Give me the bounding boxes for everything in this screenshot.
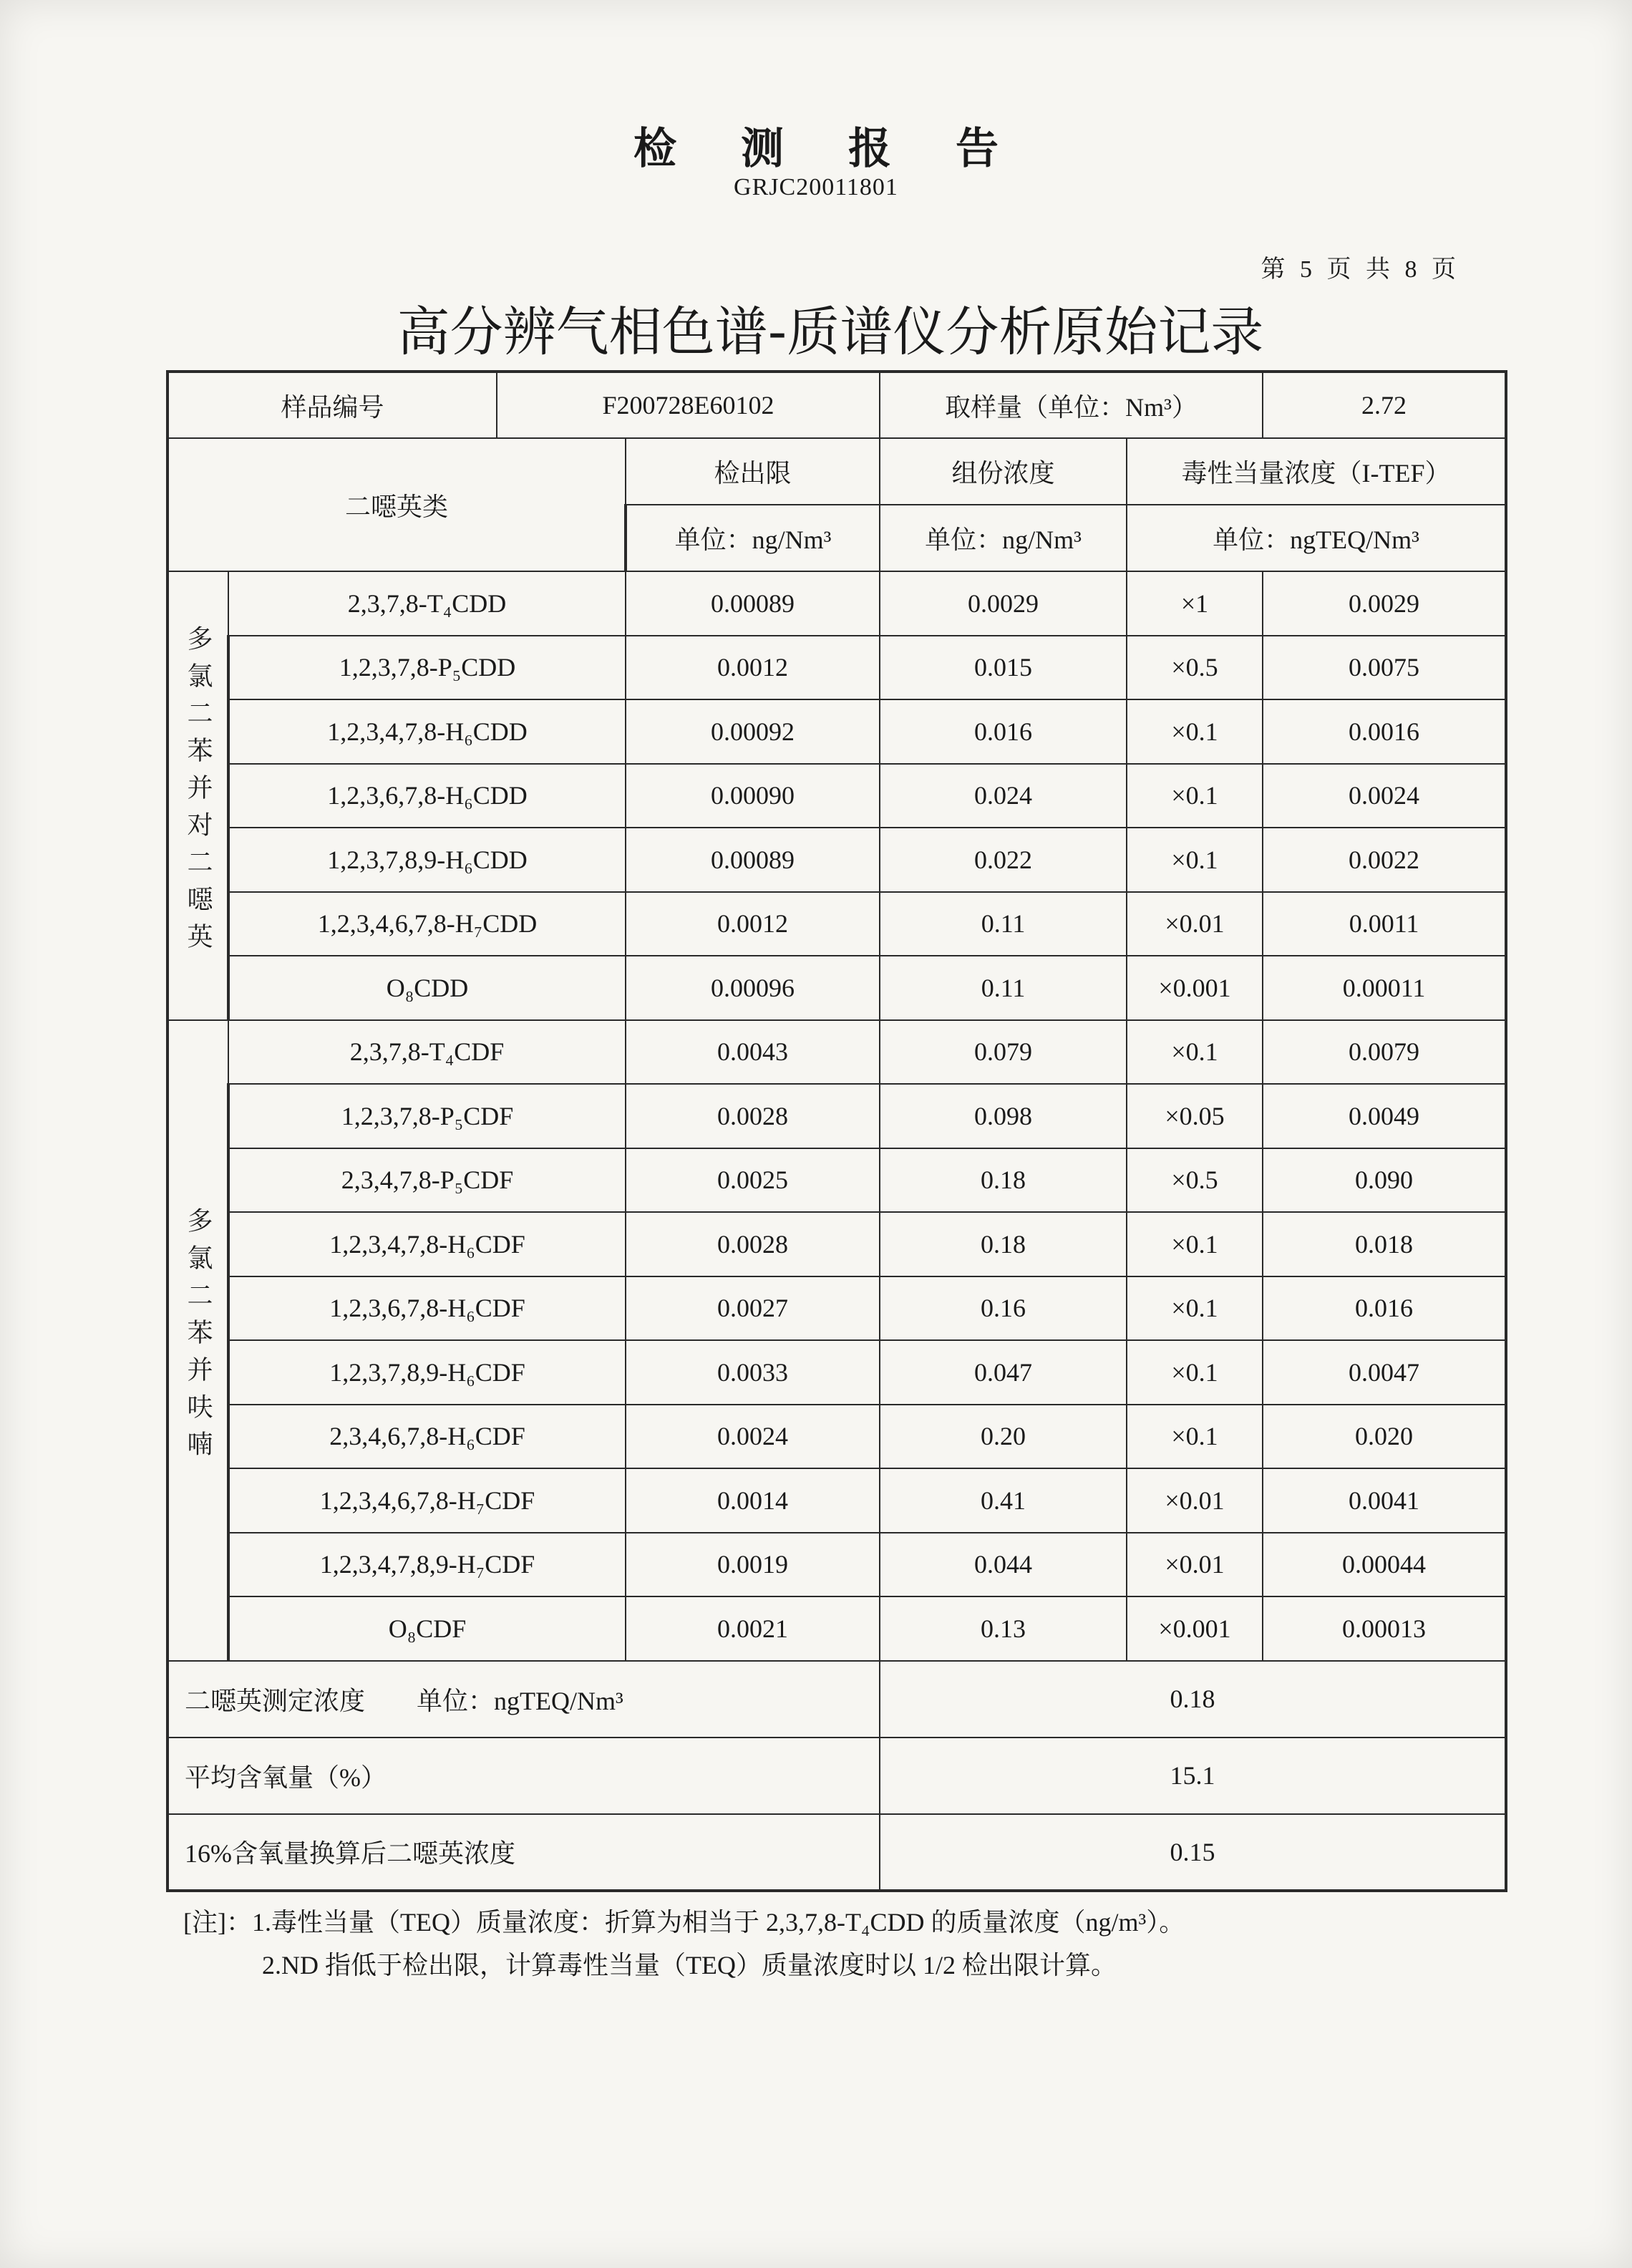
lod-value: 0.0033 <box>626 1340 880 1405</box>
table-row <box>167 1596 1506 1661</box>
sample-id-label: 样品编号 <box>167 372 497 438</box>
report-number: GRJC20011801 <box>734 174 898 200</box>
table-row <box>167 764 1506 828</box>
tef-value: ×0.1 <box>1127 699 1263 764</box>
teq-value: 0.0049 <box>1263 1084 1506 1148</box>
teq-value: 0.0047 <box>1263 1340 1506 1405</box>
teq-value: 0.016 <box>1263 1276 1506 1341</box>
lod-value: 0.00096 <box>626 956 880 1020</box>
teq-value: 0.00044 <box>1263 1533 1506 1597</box>
conc-value: 0.18 <box>880 1148 1127 1213</box>
tef-value: ×0.5 <box>1127 636 1263 700</box>
teq-value: 0.0011 <box>1263 892 1506 956</box>
compound-name: 2,3,4,6,7,8-H₆CDF <box>228 1405 626 1469</box>
report-title: 检测报告 <box>633 124 1063 174</box>
table-row <box>167 1468 1506 1533</box>
group-pcdf-text: 多氯二苯并呋喃 <box>183 1206 213 1468</box>
teq-value: 0.020 <box>1263 1405 1506 1469</box>
teq-value: 0.090 <box>1263 1148 1506 1213</box>
conc-value: 0.11 <box>880 956 1127 1020</box>
lod-value: 0.0012 <box>626 892 880 956</box>
compound-name: 1,2,3,7,8,9-H₆CDD <box>228 828 626 892</box>
conc-value: 0.41 <box>880 1468 1127 1533</box>
conc-value: 0.13 <box>880 1596 1127 1661</box>
tef-value: ×0.1 <box>1127 1340 1263 1405</box>
table-row <box>167 1084 1506 1148</box>
tef-value: ×0.001 <box>1127 1596 1263 1661</box>
tef-value: ×0.1 <box>1127 1276 1263 1341</box>
summary-value: 0.18 <box>880 1661 1506 1738</box>
compound-name: 1,2,3,4,7,8-H₆CDD <box>228 699 626 764</box>
teq-value: 0.0029 <box>1263 571 1506 636</box>
tef-value: ×0.01 <box>1127 892 1263 956</box>
note-2: 2.ND 指低于检出限，计算毒性当量（TEQ）质量浓度时以 1/2 检出限计算。 <box>262 1951 1117 1979</box>
summary-row <box>167 1738 1506 1814</box>
compound-name: O₈CDD <box>228 956 626 1020</box>
summary-label: 16%含氧量换算后二噁英浓度 <box>167 1814 880 1891</box>
conc-value: 0.11 <box>880 892 1127 956</box>
compound-name: 2,3,4,7,8-P₅CDF <box>228 1148 626 1213</box>
conc-value: 0.016 <box>880 699 1127 764</box>
tef-value: ×0.01 <box>1127 1533 1263 1597</box>
table-row <box>167 636 1506 700</box>
summary-label: 二噁英测定浓度 单位：ngTEQ/Nm³ <box>167 1661 880 1738</box>
compound-name: 2,3,7,8-T₄CDF <box>228 1020 626 1085</box>
teq-header: 毒性当量浓度（I-TEF） <box>1127 438 1506 505</box>
conc-value: 0.015 <box>880 636 1127 700</box>
sample-id-value: F200728E60102 <box>497 372 880 438</box>
table-row <box>167 1276 1506 1341</box>
summary-label: 平均含氧量（%） <box>167 1738 880 1814</box>
summary-value: 15.1 <box>880 1738 1506 1814</box>
tef-value: ×0.1 <box>1127 1405 1263 1469</box>
compound-name: 1,2,3,4,6,7,8-H₇CDD <box>228 892 626 956</box>
sample-volume-label: 取样量（单位：Nm³） <box>880 372 1263 438</box>
teq-value: 0.0024 <box>1263 764 1506 828</box>
table-row <box>167 1533 1506 1597</box>
table-row <box>167 571 1506 636</box>
tef-value: ×1 <box>1127 571 1263 636</box>
lod-header: 检出限 <box>626 438 880 505</box>
note-1: [注]：1.毒性当量（TEQ）质量浓度：折算为相当于 2,3,7,8-T₄CDD 的质量浓度（ng/m³）。 <box>183 1908 1185 1937</box>
conc-value: 0.18 <box>880 1212 1127 1276</box>
conc-value: 0.044 <box>880 1533 1127 1597</box>
group-pcdf-label <box>167 1020 228 1661</box>
teq-value: 0.0079 <box>1263 1020 1506 1085</box>
conc-value: 0.16 <box>880 1276 1127 1341</box>
conc-value: 0.024 <box>880 764 1127 828</box>
tef-value: ×0.1 <box>1127 764 1263 828</box>
lod-value: 0.0028 <box>626 1084 880 1148</box>
summary-row <box>167 1814 1506 1891</box>
table-row <box>167 1148 1506 1213</box>
conc-value: 0.022 <box>880 828 1127 892</box>
tef-value: ×0.01 <box>1127 1468 1263 1533</box>
results-table <box>166 370 1507 1892</box>
lod-value: 0.0014 <box>626 1468 880 1533</box>
summary-row <box>167 1661 1506 1738</box>
teq-value: 0.0022 <box>1263 828 1506 892</box>
notes <box>183 1901 1543 1987</box>
tef-value: ×0.001 <box>1127 956 1263 1020</box>
compound-name: 2,3,7,8-T₄CDD <box>228 571 626 636</box>
record-title: 高分辨气相色谱-质谱仪分析原始记录 <box>397 301 1264 363</box>
compound-name: O₈CDF <box>228 1596 626 1661</box>
conc-value: 0.098 <box>880 1084 1127 1148</box>
tef-value: ×0.1 <box>1127 1020 1263 1085</box>
lod-value: 0.0025 <box>626 1148 880 1213</box>
conc-value: 0.047 <box>880 1340 1127 1405</box>
lod-value: 0.00089 <box>626 828 880 892</box>
conc-unit: 单位：ng/Nm³ <box>880 505 1127 571</box>
compound-name: 1,2,3,7,8-P₅CDD <box>228 636 626 700</box>
conc-value: 0.20 <box>880 1405 1127 1469</box>
lod-value: 0.0012 <box>626 636 880 700</box>
lod-value: 0.00089 <box>626 571 880 636</box>
lod-value: 0.00090 <box>626 764 880 828</box>
lod-value: 0.0027 <box>626 1276 880 1341</box>
tef-value: ×0.1 <box>1127 1212 1263 1276</box>
lod-value: 0.0019 <box>626 1533 880 1597</box>
conc-header: 组份浓度 <box>880 438 1127 505</box>
group-pcdd-label <box>167 571 228 1020</box>
teq-value: 0.00013 <box>1263 1596 1506 1661</box>
table-row <box>167 699 1506 764</box>
sample-volume-value: 2.72 <box>1263 372 1506 438</box>
conc-value: 0.079 <box>880 1020 1127 1085</box>
compound-name: 1,2,3,6,7,8-H₆CDD <box>228 764 626 828</box>
compound-name: 1,2,3,4,7,8-H₆CDF <box>228 1212 626 1276</box>
group-pcdd-text: 多氯二苯并对二噁英 <box>183 624 213 960</box>
table-row <box>167 1212 1506 1276</box>
teq-value: 0.0016 <box>1263 699 1506 764</box>
table-row <box>167 1405 1506 1469</box>
table-row <box>167 828 1506 892</box>
teq-value: 0.00011 <box>1263 956 1506 1020</box>
teq-value: 0.0041 <box>1263 1468 1506 1533</box>
teq-value: 0.018 <box>1263 1212 1506 1276</box>
lod-value: 0.0043 <box>626 1020 880 1085</box>
table-row <box>167 1020 1506 1085</box>
table-row <box>167 956 1506 1020</box>
compound-name: 1,2,3,7,8-P₅CDF <box>228 1084 626 1148</box>
lod-value: 0.00092 <box>626 699 880 764</box>
compound-name: 1,2,3,4,7,8,9-H₇CDF <box>228 1533 626 1597</box>
conc-value: 0.0029 <box>880 571 1127 636</box>
tef-value: ×0.5 <box>1127 1148 1263 1213</box>
tef-value: ×0.05 <box>1127 1084 1263 1148</box>
lod-value: 0.0024 <box>626 1405 880 1469</box>
page-number: 第 5 页 共 8 页 <box>1261 256 1460 283</box>
table-row <box>167 892 1506 956</box>
compound-name: 1,2,3,6,7,8-H₆CDF <box>228 1276 626 1341</box>
summary-value: 0.15 <box>880 1814 1506 1891</box>
compound-name: 1,2,3,7,8,9-H₆CDF <box>228 1340 626 1405</box>
tef-value: ×0.1 <box>1127 828 1263 892</box>
table-row <box>167 1340 1506 1405</box>
teq-value: 0.0075 <box>1263 636 1506 700</box>
lod-unit: 单位：ng/Nm³ <box>626 505 880 571</box>
teq-unit: 单位：ngTEQ/Nm³ <box>1127 505 1506 571</box>
lod-value: 0.0021 <box>626 1596 880 1661</box>
lod-value: 0.0028 <box>626 1212 880 1276</box>
class-header: 二噁英类 <box>167 438 626 571</box>
compound-name: 1,2,3,4,6,7,8-H₇CDF <box>228 1468 626 1533</box>
